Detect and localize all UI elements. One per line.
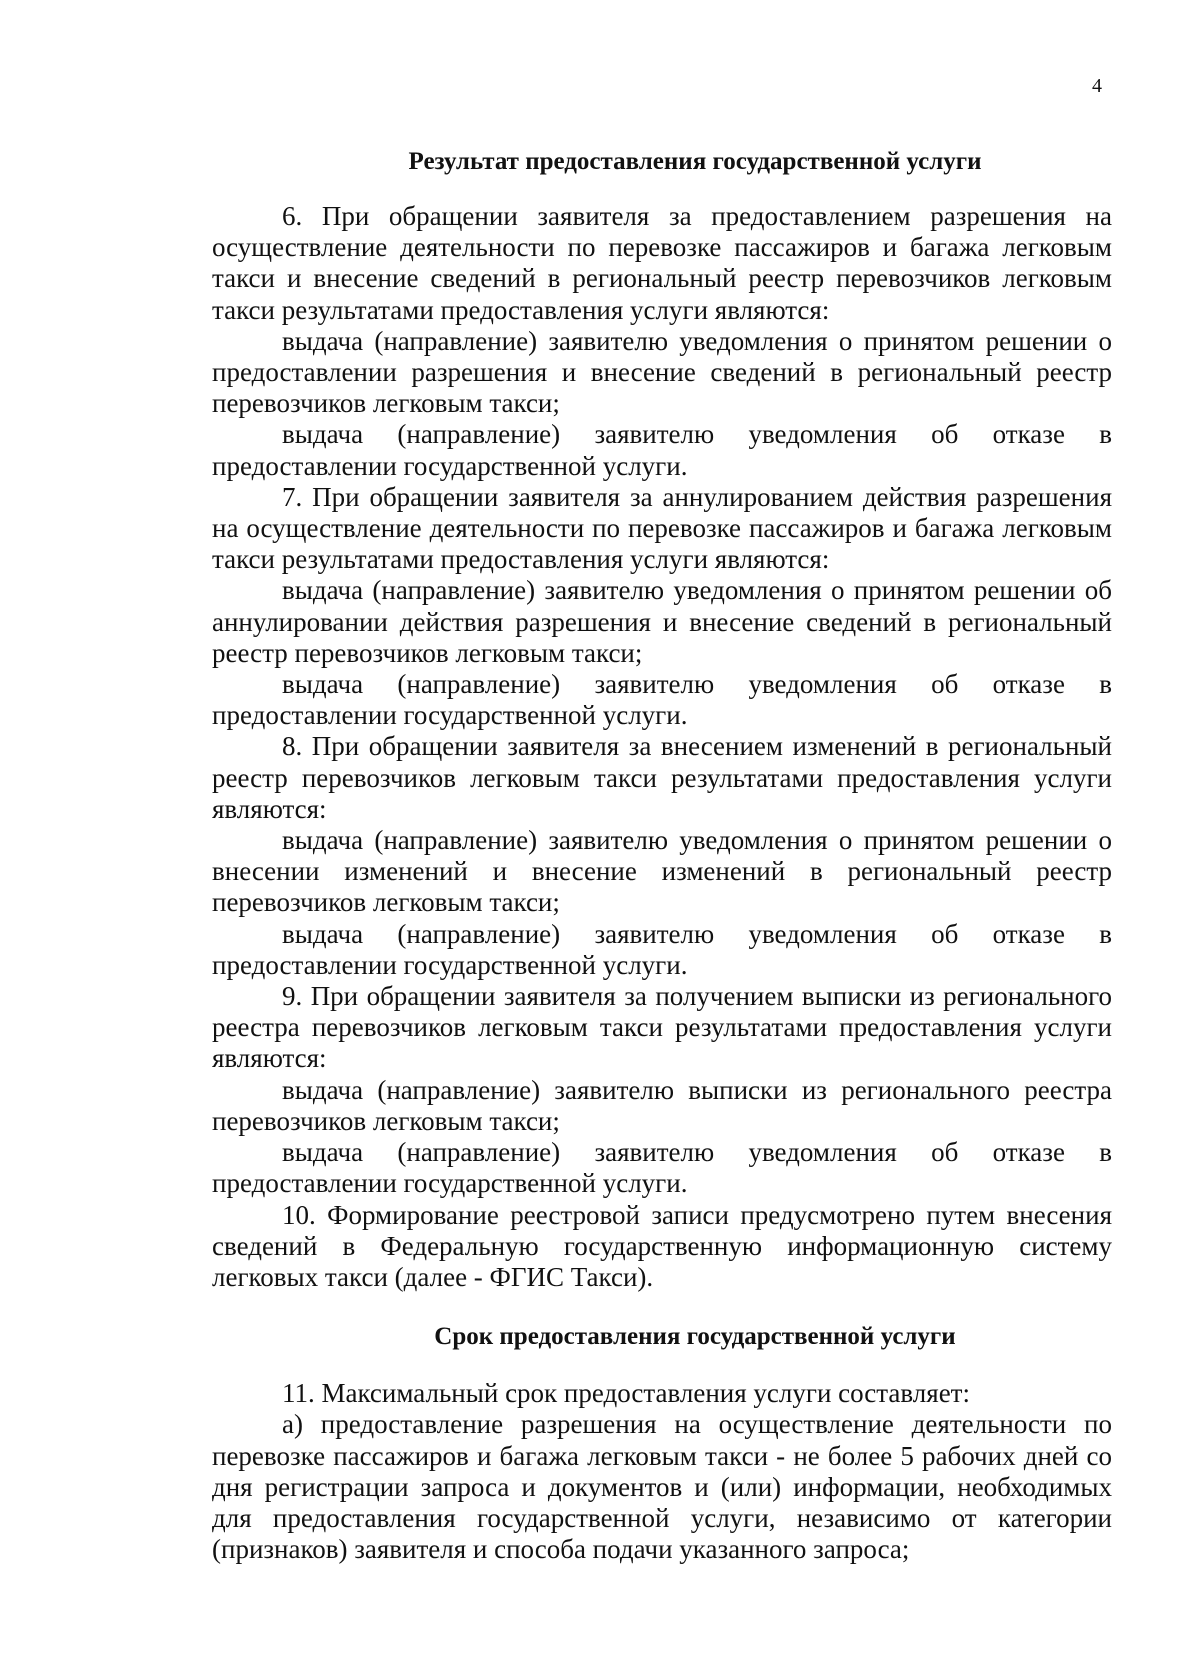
page-number: 4 (1092, 75, 1102, 97)
paragraph: 10. Формирование реестровой записи предусмотрено путем внесения сведений в Федеральную государственную информационную систему легковых такси (далее - ФГИС Такси). (212, 1199, 1112, 1292)
paragraph: 11. Максимальный срок предоставления услуги составляет: (282, 1378, 970, 1409)
paragraph: 9. При обращении заявителя за получением выписки из регионального реестра перевозчиков легковым такси результатами предоставления услуги являются: (212, 981, 1112, 1074)
paragraph: выдача (направление) заявителю уведомления об отказе в предоставлении государственной услуги. (212, 1137, 1112, 1199)
paragraph: выдача (направление) заявителю уведомления о принятом решении о предоставлении разрешения и внесение сведений в региональный реестр перевозчиков легковым такси; (212, 325, 1112, 419)
paragraph: 7. При обращении заявителя за аннулированием действия разрешения на осуществление деятельности по перевозке пассажиров и багажа легковым такси результатами предоставления услуги являются: (212, 481, 1112, 575)
paragraph: выдача (направление) заявителю уведомления о принятом решении об аннулировании действия разрешения и внесение сведений в региональный реестр перевозчиков легковым такси; (212, 575, 1112, 668)
paragraph: а) предоставление разрешения на осуществление деятельности по перевозке пассажиров и багажа легковым такси - не более 5 рабочих дней со дня регистрации запроса и документов и (или) информации, необходимых для предоставления государственной услуги, независимо от категории (признаков) заявителя и способа подачи указанного запроса; (212, 1409, 1112, 1565)
paragraph: выдача (направление) заявителю уведомления об отказе в предоставлении государственной услуги. (212, 419, 1112, 481)
document-body (212, 146, 1112, 1565)
paragraph: 8. При обращении заявителя за внесением изменений в региональный реестр перевозчиков легковым такси результатами предоставления услуги являются: (212, 731, 1112, 824)
section-heading-result: Результат предоставления государственной услуги (408, 148, 982, 175)
section-heading-term: Срок предоставления государственной услуги (434, 1323, 956, 1351)
paragraph: выдача (направление) заявителю выписки из регионального реестра перевозчиков легковым такси; (212, 1074, 1112, 1136)
paragraph: 6. При обращении заявителя за предоставлением разрешения на осуществление деятельности по перевозке пассажиров и багажа легковым такси и внесение сведений в региональный реестр перевозчиков легковым такси результатами предоставления услуги являются: (212, 201, 1112, 325)
paragraph: выдача (направление) заявителю уведомления о принятом решении о внесении изменений и внесение изменений в региональный реестр перевозчиков легковым такси; (212, 825, 1112, 918)
paragraph: выдача (направление) заявителю уведомления об отказе в предоставлении государственной услуги. (212, 918, 1112, 980)
paragraph: выдача (направление) заявителю уведомления об отказе в предоставлении государственной услуги. (212, 669, 1112, 731)
